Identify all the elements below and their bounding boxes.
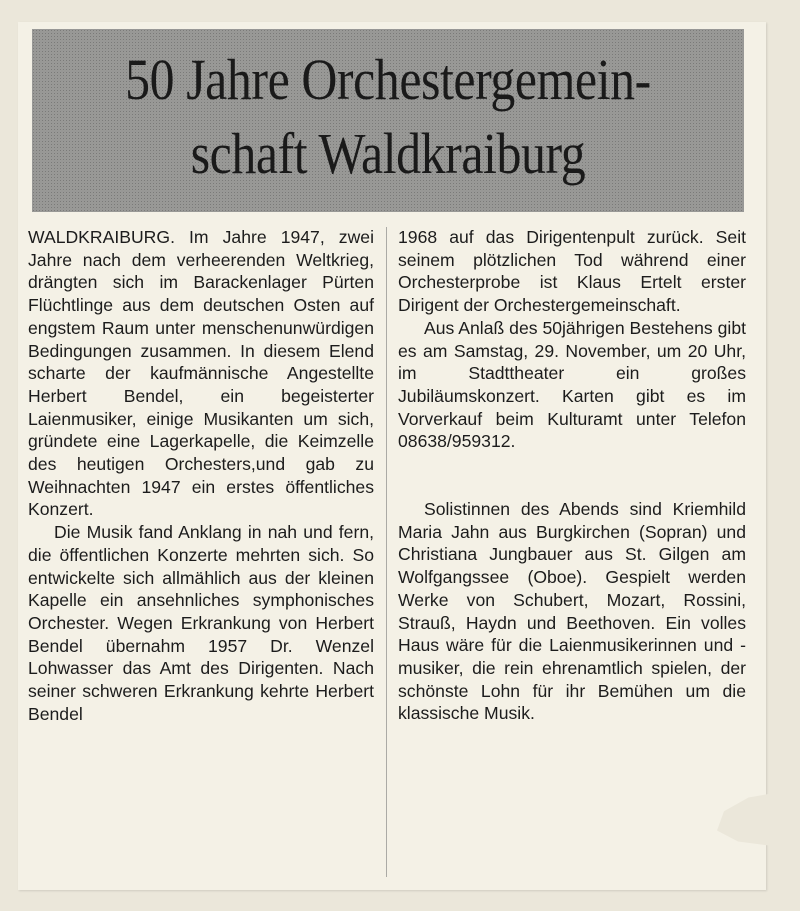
- headline-line-2: schaft Waldkraiburg: [190, 121, 586, 186]
- left-column: [28, 226, 374, 725]
- paragraph-history: Die Musik fand Anklang in nah und fern, die öffentlichen Konzerte mehrten sich. So entwickelte sich allmählich aus der kleinen Kapelle ein ansehnliches symphonisches Orchester. Wegen Erkrankung von Herbert Bendel übernahm 1957 Dr. Wenzel Lohwasser das Amt des Dirigenten. Nach seiner schweren Erkrankung kehrte Herbert Bendel: [28, 522, 374, 724]
- column-divider: [386, 227, 387, 877]
- paragraph-intro: WALDKRAIBURG. Im Jahre 1947, zwei Jahre nach dem verheerenden Weltkrieg, drängten sich im Barackenlager Pürten Flüchtlinge aus dem deutschen Osten auf engstem Raum unter menschenunwürdigen Bedingungen zusammen. In diesem Elend scharte der kaufmännische Angestellte Herbert Bendel, ein begeisterter Laienmusiker, einige Musikanten um sich, gründete eine Lagerkapelle, die Keimzelle des heutigen Orchesters,und gab zu Weihnachten 1947 ein erstes öffentliches Konzert.: [28, 227, 374, 520]
- paragraph-soloists: Solistinnen des Abends sind Kriemhild Maria Jahn aus Burgkirchen (Sopran) und Christiana Jungbauer aus St. Gilgen am Wolfgangssee (Oboe). Gespielt werden Werke von Schubert, Mozart, Rossini, Strauß, Haydn und Beethoven. Ein volles Haus wäre für die Laienmusikerinnen und -musiker, die rein ehrenamtlich spielen, der schönste Lohn für ihr Bemühen um die klassische Musik.: [398, 499, 746, 724]
- headline-box: [32, 29, 744, 212]
- paragraph-spacer: [398, 453, 746, 498]
- paragraph-conductor: 1968 auf das Dirigentenpult zurück. Seit seinem plötzlichen Tod während einer Orchesterprobe ist Klaus Ertelt erster Dirigent der Orchestergemeinschaft.: [398, 227, 746, 316]
- headline: [82, 43, 694, 191]
- torn-paper-edge: [710, 792, 780, 847]
- headline-line-1: 50 Jahre Orchestergemein-: [125, 47, 651, 112]
- paragraph-concert: Aus Anlaß des 50jährigen Bestehens gibt es am Samstag, 29. November, um 20 Uhr, im Stadttheater ein großes Jubiläumskonzert. Karten gibt es im Vorverkauf beim Kulturamt unter Telefon 08638/959312.: [398, 317, 746, 452]
- newspaper-clipping: [18, 22, 766, 890]
- right-column: [398, 226, 746, 725]
